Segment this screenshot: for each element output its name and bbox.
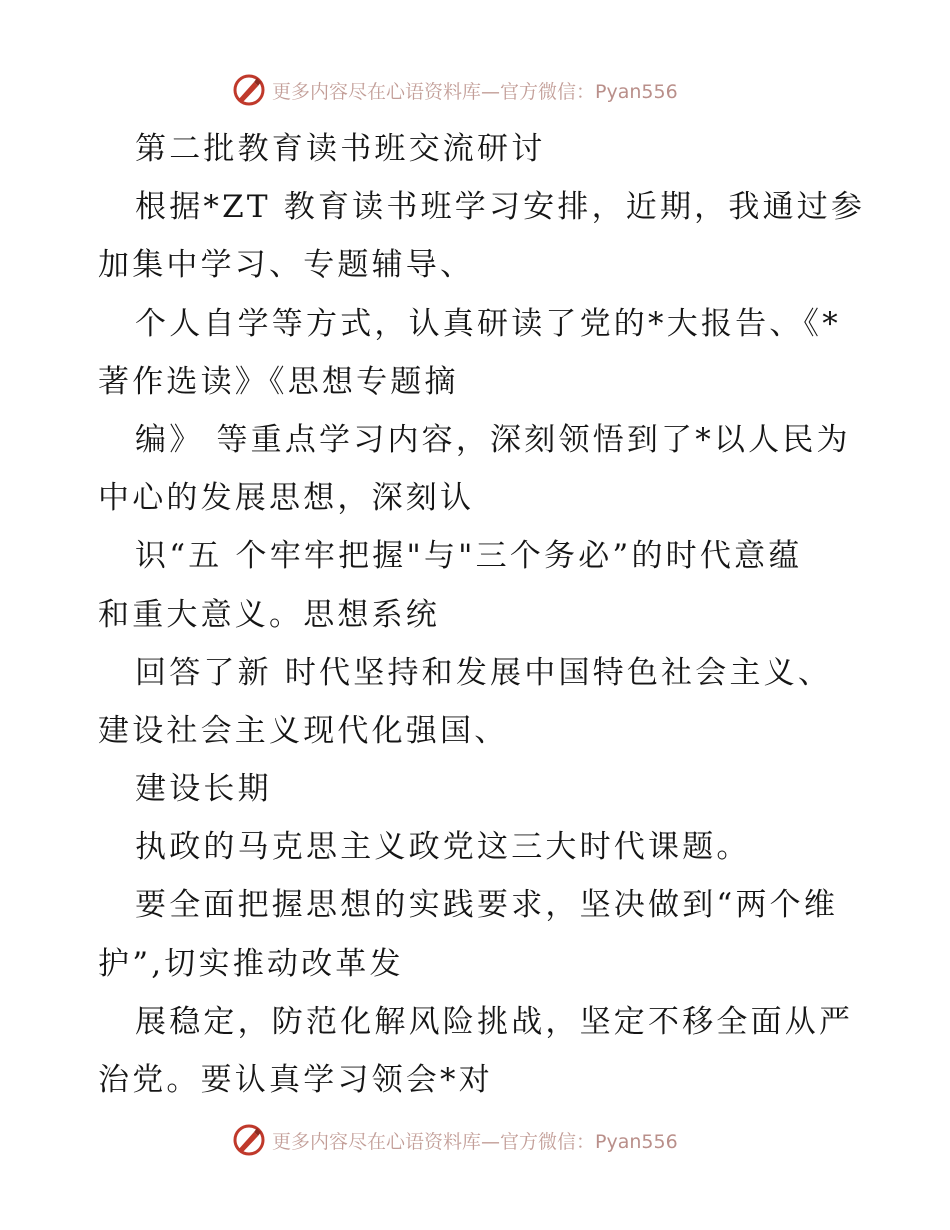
header-watermark [232, 72, 678, 108]
text-line: 著作选读》《思想专题摘 [98, 363, 459, 400]
text-line: 展稳定，防范化解风险挑战，坚定不移全面从严 [135, 1003, 854, 1040]
document-body [98, 120, 878, 1109]
text-line: 治党。要认真学习领会*对 [98, 1062, 493, 1098]
text-line: 加集中学习、专题辅导、 [98, 247, 475, 284]
watermark-text [272, 77, 678, 104]
text-line: 识“五 个牢牢把握"与"三个务必”的时代意蕴 [135, 538, 803, 575]
watermark-text [272, 1127, 678, 1154]
text-line: 要全面把握思想的实践要求，坚决做到“两个维 [135, 887, 839, 924]
watermark-cn: 更多内容尽在心语资料库—官方微信： [272, 1130, 596, 1153]
watermark-id: Pyan556 [595, 1130, 678, 1153]
text-line: 建设长期 [135, 771, 272, 808]
watermark-id: Pyan556 [595, 80, 678, 103]
pen-logo-icon [232, 73, 266, 107]
text-line: 护”,切实推动改革发 [98, 945, 404, 982]
text-line: 回答了新 时代坚持和发展中国特色社会主义、 [135, 654, 833, 691]
text-line: 建设社会主义现代化强国、 [98, 712, 509, 749]
text-line: 中心的发展思想，深刻认 [98, 480, 475, 517]
text-line: 编》 等重点学习内容，深刻领悟到了*以人民为 [135, 421, 851, 458]
document-title: 第二批教育读书班交流研讨 [135, 131, 546, 167]
watermark-cn: 更多内容尽在心语资料库—官方微信： [272, 80, 596, 103]
footer-watermark [232, 1122, 678, 1158]
pen-logo-icon [232, 1123, 266, 1157]
text-line: 执政的马克思主义政党这三大时代课题。 [135, 829, 751, 866]
text-line: 个人自学等方式，认真研读了党的*大报告、《* [135, 305, 841, 342]
text-line: 根据*ZT 教育读书班学习安排，近期，我通过参 [135, 189, 866, 226]
text-line: 和重大意义。思想系统 [98, 596, 440, 633]
